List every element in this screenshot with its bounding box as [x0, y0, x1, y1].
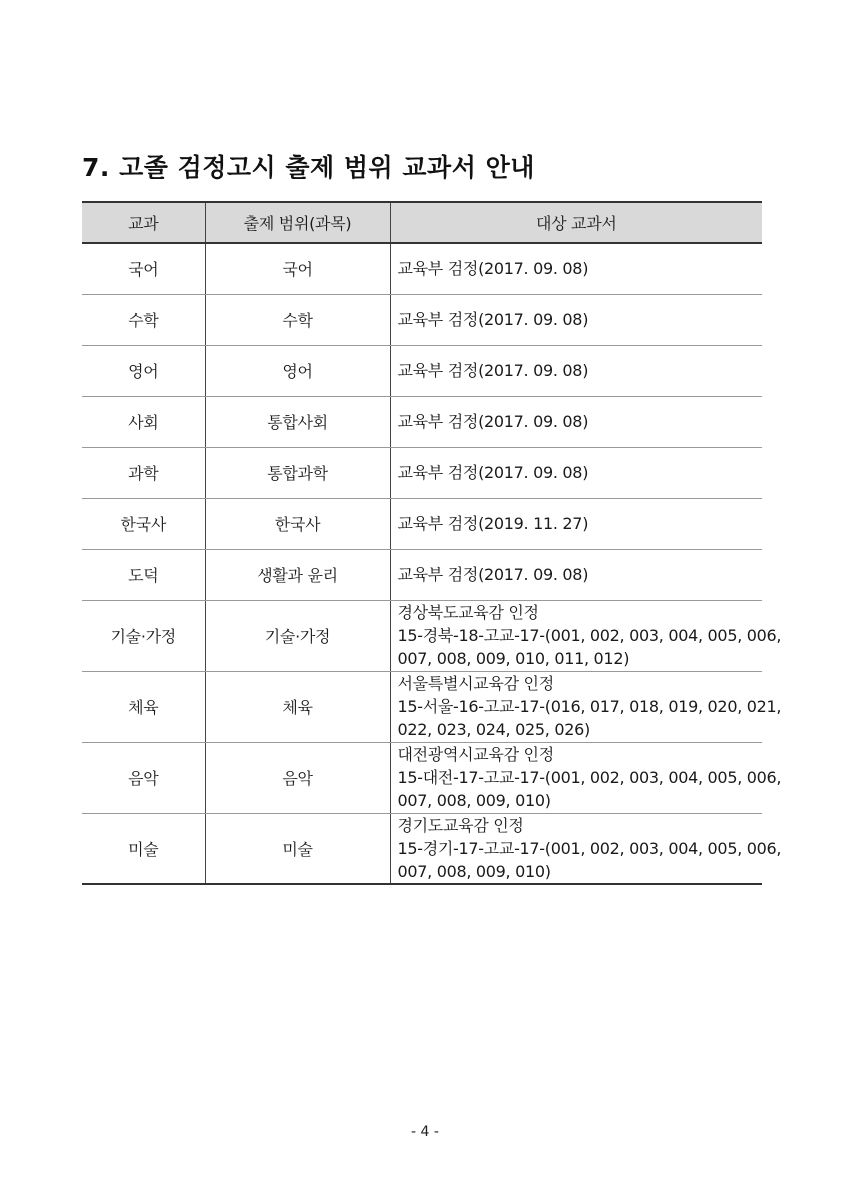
table-row [82, 600, 762, 671]
subject-cell: 사회 [82, 396, 205, 447]
scope-cell: 기술·가정 [205, 600, 390, 671]
textbook-line: 15-서울-16-고교-17-(016, 017, 018, 019, 020, 021, [397, 697, 782, 716]
textbook-line: 교육부 검정(2017. 09. 08) [397, 412, 589, 431]
scope-cell: 국어 [205, 243, 390, 294]
header-subject: 교과 [82, 202, 205, 243]
textbook-cell [390, 396, 762, 447]
textbook-table [82, 201, 782, 885]
scope-cell: 영어 [205, 345, 390, 396]
scope-cell: 생활과 윤리 [205, 549, 390, 600]
textbook-line: 교육부 검정(2017. 09. 08) [397, 259, 589, 279]
table-header-row [82, 202, 762, 243]
table-row [82, 498, 762, 549]
textbook-cell [390, 813, 782, 884]
table-row [82, 742, 762, 813]
table-row [82, 345, 762, 396]
textbook-line: 교육부 검정(2017. 09. 08) [397, 463, 589, 482]
textbook-line: 007, 008, 009, 010) [397, 791, 551, 810]
table-row [82, 294, 762, 345]
textbook-line: 경기도교육감 인정 [397, 815, 524, 835]
scope-cell: 통합사회 [205, 396, 390, 447]
textbook-cell [390, 294, 762, 345]
textbook-line: 007, 008, 009, 010, 011, 012) [397, 649, 630, 668]
scope-cell: 체육 [205, 671, 390, 742]
scope-cell: 수학 [205, 294, 390, 345]
textbook-cell [390, 447, 762, 498]
textbook-line: 15-경북-18-고교-17-(001, 002, 003, 004, 005, 006, [397, 626, 782, 645]
textbook-line: 대전광역시교육감 인정 [397, 745, 554, 764]
subject-cell: 과학 [82, 447, 205, 498]
subject-cell: 수학 [82, 294, 205, 345]
textbook-cell [390, 498, 762, 549]
subject-cell: 음악 [82, 742, 205, 813]
table-row [82, 243, 762, 294]
header-scope: 출제 범위(과목) [205, 202, 390, 243]
header-textbook: 대상 교과서 [390, 202, 762, 243]
subject-cell: 미술 [82, 813, 205, 884]
textbook-line: 007, 008, 009, 010) [397, 861, 551, 881]
subject-cell: 도덕 [82, 549, 205, 600]
textbook-cell [390, 671, 782, 742]
textbook-line: 15-경기-17-고교-17-(001, 002, 003, 004, 005, 006, [397, 838, 782, 858]
subject-cell: 한국사 [82, 498, 205, 549]
textbook-line: 교육부 검정(2017. 09. 08) [397, 565, 589, 584]
page-number: - 4 - [411, 1124, 439, 1140]
page-title: 7. 고졸 검정고시 출제 범위 교과서 안내 [82, 153, 535, 182]
textbook-line: 교육부 검정(2019. 11. 27) [397, 514, 589, 533]
textbook-line: 교육부 검정(2017. 09. 08) [397, 361, 589, 380]
table-row [82, 549, 762, 600]
scope-cell: 통합과학 [205, 447, 390, 498]
table-row [82, 813, 762, 884]
textbook-cell [390, 243, 762, 294]
subject-cell: 국어 [82, 243, 205, 294]
textbook-cell [390, 742, 782, 813]
textbook-cell [390, 345, 762, 396]
table-row [82, 447, 762, 498]
textbook-cell [390, 549, 762, 600]
textbook-line: 경상북도교육감 인정 [397, 603, 539, 622]
textbook-cell [390, 600, 782, 671]
scope-cell: 음악 [205, 742, 390, 813]
table-row [82, 671, 762, 742]
scope-cell: 미술 [205, 813, 390, 884]
subject-cell: 기술·가정 [82, 600, 205, 671]
subject-cell: 체육 [82, 671, 205, 742]
scope-cell: 한국사 [205, 498, 390, 549]
textbook-line: 15-대전-17-고교-17-(001, 002, 003, 004, 005, 006, [397, 768, 782, 787]
subject-cell: 영어 [82, 345, 205, 396]
textbook-line: 서울특별시교육감 인정 [397, 674, 554, 693]
textbook-line: 022, 023, 024, 025, 026) [397, 720, 590, 739]
textbook-line: 교육부 검정(2017. 09. 08) [397, 310, 589, 329]
table-row [82, 396, 762, 447]
